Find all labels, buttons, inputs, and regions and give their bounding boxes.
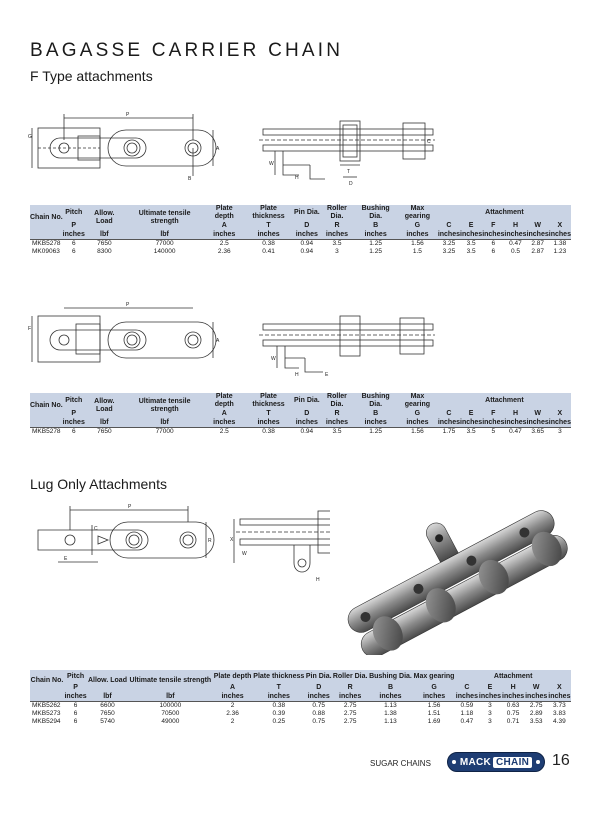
col-header-pin-dia: Pin Dia. <box>305 670 332 683</box>
section-heading-lug-only: Lug Only Attachments <box>30 476 167 492</box>
unit-cell: inches <box>548 230 571 238</box>
cell: 8300 <box>97 248 112 255</box>
cell: 1.18 <box>460 710 474 717</box>
cell: 3 <box>488 702 492 709</box>
unit-cell: inches <box>354 230 397 240</box>
dim-label-p: P <box>126 112 130 118</box>
col-header-bushing-dia: Bushing Dia. <box>354 205 397 221</box>
dim-label-x-3: X <box>230 537 234 543</box>
lug-only-top-view-drawing <box>230 505 340 585</box>
unit-cell: inches <box>460 418 483 426</box>
section-heading-f-type: F Type attachments <box>30 68 153 84</box>
col-header-max-gearing: Max gearing <box>397 393 438 409</box>
sym-p: P <box>64 683 87 692</box>
sym-w: W <box>527 221 549 230</box>
unit-cell: inches <box>548 418 571 426</box>
sym-a: A <box>205 221 243 230</box>
col-header-uts: Ultimate tensile strength <box>124 205 206 230</box>
table-row <box>30 702 571 711</box>
cell: 3.5 <box>466 248 476 255</box>
cell: 77000 <box>155 428 174 435</box>
col-header-roller-dia: Roller Dia. <box>320 205 355 221</box>
dim-label-w-3: W <box>242 551 247 557</box>
unit-cell: inches <box>548 692 571 700</box>
cell: 3.5 <box>466 240 476 247</box>
cell: 3.53 <box>529 718 543 725</box>
dim-label-a-2: A <box>216 338 220 344</box>
unit-cell: inches <box>243 230 294 240</box>
col-header-roller-dia: Roller Dia. <box>332 670 368 683</box>
cell: 0.38 <box>272 702 286 709</box>
table-row <box>30 718 571 726</box>
unit-cell: inches <box>213 692 252 702</box>
dim-label-r-3: R <box>208 538 212 544</box>
cell: 2.87 <box>531 248 544 255</box>
cell: 70500 <box>161 710 180 717</box>
footer-section-label: SUGAR CHAINS <box>370 759 431 768</box>
unit-cell: lbf <box>128 692 213 702</box>
unit-cell: inches <box>397 230 438 240</box>
unit-cell: inches <box>205 418 243 428</box>
sym-x: X <box>548 683 571 692</box>
unit-cell: inches <box>437 230 460 238</box>
cell: 0.47 <box>509 428 522 435</box>
dim-label-h: H <box>295 175 299 181</box>
cell: 1.25 <box>369 240 382 247</box>
cell: 5 <box>491 428 496 435</box>
dim-label-a: A <box>216 146 220 152</box>
unit-cell: inches <box>482 230 505 238</box>
col-header-pitch: Pitch <box>64 670 87 683</box>
sym-c: C <box>438 409 460 418</box>
cell: 1.38 <box>553 240 567 247</box>
col-header-bushing-dia: Bushing Dia. <box>354 393 397 409</box>
sym-h: H <box>504 221 526 230</box>
cell: 2.36 <box>217 248 231 255</box>
cell: 0.47 <box>460 718 474 725</box>
col-header-pin-dia: Pin Dia. <box>294 205 320 221</box>
cell: 0.94 <box>300 428 314 435</box>
table-row <box>30 710 571 718</box>
cell: 0.47 <box>509 240 522 247</box>
col-header-max-gearing: Max gearing <box>413 670 456 683</box>
cell: 49000 <box>161 718 180 725</box>
unit-cell: inches <box>526 230 549 238</box>
cell: 0.75 <box>312 718 326 725</box>
cell: 2 <box>230 718 235 725</box>
col-header-plate-thickness: Plate thickness <box>243 393 294 409</box>
sym-p: P <box>63 221 85 230</box>
dim-label-d: D <box>349 181 353 187</box>
cell: 3.5 <box>466 428 476 435</box>
sym-a: A <box>213 683 252 692</box>
sym-g: G <box>397 221 438 230</box>
sym-r: R <box>320 409 355 418</box>
col-header-attachment: Attachment <box>438 205 571 221</box>
logo-text-mack: MACK <box>459 756 492 768</box>
sym-g: G <box>397 409 438 418</box>
cell: 3.73 <box>553 702 566 709</box>
unit-cell: inches <box>205 230 243 240</box>
cell: 0.5 <box>510 248 520 255</box>
unit-cell: inches <box>295 230 318 238</box>
col-header-pin-dia: Pin Dia. <box>294 393 320 409</box>
unit-cell: inches <box>478 692 502 700</box>
unit-cell: lbf <box>85 230 124 240</box>
sym-x: X <box>549 221 571 230</box>
unit-cell: inches <box>252 692 305 702</box>
cell: 3.25 <box>442 240 456 247</box>
cell: 6 <box>491 248 496 255</box>
col-header-max-gearing: Max gearing <box>397 205 438 221</box>
dim-label-p-2: P <box>126 302 130 308</box>
unit-cell: inches <box>504 418 527 426</box>
cell: 5740 <box>100 718 115 725</box>
cell: 1.13 <box>384 702 397 709</box>
table-row <box>30 428 571 437</box>
cell-chain-no: MKB5273 <box>32 710 61 717</box>
cell: 0.59 <box>460 702 474 709</box>
sym-d: D <box>294 221 320 230</box>
unit-cell: inches <box>368 692 413 702</box>
sym-e: E <box>460 409 482 418</box>
sym-c: C <box>438 221 460 230</box>
cell: 2.5 <box>219 428 229 435</box>
dim-label-b: B <box>188 176 192 182</box>
f-type-b-spec-table <box>30 393 571 436</box>
col-header-pitch: Pitch <box>63 393 85 409</box>
col-header-pitch: Pitch <box>63 205 85 221</box>
cell: 0.94 <box>300 248 314 255</box>
cell: 4.39 <box>553 718 566 725</box>
cell: 7650 <box>97 240 112 247</box>
f-type-b-side-view-drawing <box>28 300 238 380</box>
cell: 1.75 <box>442 428 456 435</box>
dim-label-t: T <box>347 169 351 175</box>
cell: 0.71 <box>506 718 520 725</box>
sym-h: H <box>502 683 525 692</box>
dim-label-w: W <box>269 161 274 167</box>
sym-w: W <box>525 683 548 692</box>
sym-c: C <box>455 683 478 692</box>
cell: 2.5 <box>219 240 229 247</box>
sym-w: W <box>527 409 549 418</box>
col-header-roller-dia: Roller Dia. <box>320 393 355 409</box>
unit-cell: inches <box>525 692 548 700</box>
sym-b: B <box>354 221 397 230</box>
cell-chain-no: MKB5294 <box>32 718 61 725</box>
logo-dot-icon <box>452 760 456 764</box>
sym-e: E <box>460 221 482 230</box>
unit-cell: inches <box>526 418 549 426</box>
unit-cell: inches <box>460 230 483 238</box>
unit-cell: inches <box>354 418 397 428</box>
dim-label-w-2: W <box>271 356 276 362</box>
cell: 3.5 <box>332 240 342 247</box>
sym-d: D <box>294 409 320 418</box>
col-header-allow-load: Allow. Load <box>85 205 124 230</box>
cell: 1.38 <box>384 710 397 717</box>
unit-cell <box>30 692 64 702</box>
cell: 2.36 <box>226 710 239 717</box>
unit-cell: inches <box>62 418 85 426</box>
unit-cell: inches <box>482 418 505 426</box>
col-header-allow-load: Allow. Load <box>85 393 124 418</box>
col-header-plate-depth: Plate depth <box>205 205 243 221</box>
lug-only-spec-table <box>30 670 571 726</box>
cell: 1.23 <box>553 248 567 255</box>
cell: 6 <box>71 248 76 255</box>
f-type-top-view-drawing <box>255 115 440 190</box>
unit-cell: inches <box>455 692 478 700</box>
sym-f: F <box>482 221 504 230</box>
unit-cell: inches <box>502 692 525 700</box>
unit-cell: inches <box>504 230 527 238</box>
col-header-attachment: Attachment <box>438 393 571 409</box>
col-header-chain-no: Chain No. <box>30 393 63 418</box>
unit-cell: inches <box>413 692 456 702</box>
cell: 6 <box>491 240 496 247</box>
cell: 1.56 <box>427 702 441 709</box>
cell: 1.5 <box>412 248 422 255</box>
cell: 1.25 <box>369 248 382 255</box>
cell-chain-no: MK09063 <box>32 248 60 255</box>
unit-cell: inches <box>64 692 87 700</box>
cell-chain-no: MKB5278 <box>32 240 61 247</box>
cell: 6600 <box>100 702 115 709</box>
sym-b: B <box>368 683 413 692</box>
unit-cell: inches <box>332 692 368 702</box>
cell: 1.13 <box>384 718 397 725</box>
lug-only-side-view-drawing <box>28 500 223 580</box>
sym-p: P <box>63 409 85 418</box>
cell: 0.75 <box>312 702 326 709</box>
f-type-b-top-view-drawing <box>255 310 440 380</box>
unit-cell: inches <box>437 418 460 426</box>
sym-d: D <box>305 683 332 692</box>
table-row <box>30 240 571 249</box>
cell: 3.83 <box>553 710 566 717</box>
cell: 0.25 <box>272 718 286 725</box>
cell-chain-no: MKB5278 <box>32 428 61 435</box>
table-row <box>30 248 571 256</box>
dim-label-c-3: C <box>94 526 98 532</box>
sym-r: R <box>320 221 355 230</box>
cell: 140000 <box>153 248 176 255</box>
cell: 1.51 <box>427 710 441 717</box>
cell: 2.75 <box>529 702 543 709</box>
col-header-allow-load: Allow. Load <box>87 670 128 692</box>
f-type-spec-table <box>30 205 571 256</box>
cell: 6 <box>73 710 78 717</box>
cell: 2.75 <box>343 702 357 709</box>
cell: 1.69 <box>427 718 441 725</box>
unit-cell <box>30 230 63 240</box>
dim-label-g: G <box>28 134 32 140</box>
cell: 100000 <box>159 702 182 709</box>
cell: 7650 <box>100 710 115 717</box>
cell: 3.5 <box>332 428 342 435</box>
logo-dot-icon <box>536 760 540 764</box>
cell: 6 <box>71 428 76 435</box>
unit-cell: inches <box>397 418 438 428</box>
cell: 0.63 <box>506 702 520 709</box>
chain-photo <box>330 500 570 655</box>
unit-cell: inches <box>305 692 332 702</box>
dim-label-h-3: H <box>316 577 320 583</box>
sym-t: T <box>243 221 294 230</box>
dim-label-f-2: F <box>28 326 32 332</box>
col-header-plate-depth: Plate depth <box>213 670 252 683</box>
cell: 6 <box>73 702 78 709</box>
cell: 6 <box>71 240 76 247</box>
unit-cell: lbf <box>87 692 128 702</box>
col-header-chain-no: Chain No. <box>30 205 63 230</box>
cell: 0.38 <box>262 240 275 247</box>
sym-g: G <box>413 683 456 692</box>
col-header-bushing-dia: Bushing Dia. <box>368 670 413 683</box>
sym-r: R <box>332 683 368 692</box>
cell: 1.56 <box>411 240 424 247</box>
sym-t: T <box>243 409 294 418</box>
mackchain-logo <box>447 752 545 772</box>
cell: 0.39 <box>272 710 286 717</box>
page-title: BAGASSE CARRIER CHAIN <box>30 40 344 61</box>
dim-label-e-2: E <box>325 372 329 378</box>
unit-cell: inches <box>320 230 355 240</box>
sym-b: B <box>354 409 397 418</box>
dim-label-e-3: E <box>64 556 68 562</box>
cell: 3.65 <box>531 428 544 435</box>
dim-label-p-3: P <box>128 504 132 510</box>
col-header-plate-thickness: Plate thickness <box>252 670 305 683</box>
dim-label-c: C <box>427 139 431 145</box>
unit-cell: inches <box>320 418 355 428</box>
unit-cell: inches <box>243 418 294 428</box>
unit-cell: lbf <box>85 418 124 428</box>
sym-h: H <box>504 409 526 418</box>
col-header-chain-no: Chain No. <box>30 670 64 692</box>
sym-f: F <box>482 409 504 418</box>
cell: 3.25 <box>442 248 456 255</box>
cell: 2.89 <box>529 710 543 717</box>
cell: 1.56 <box>411 428 424 435</box>
col-header-attachment: Attachment <box>455 670 571 683</box>
sym-x: X <box>549 409 571 418</box>
cell: 0.41 <box>262 248 275 255</box>
cell: 1.25 <box>369 428 382 435</box>
col-header-uts: Ultimate tensile strength <box>128 670 213 692</box>
col-header-plate-depth: Plate depth <box>205 393 243 409</box>
cell: 2 <box>230 702 235 709</box>
unit-cell: lbf <box>124 418 206 428</box>
dim-label-h-2: H <box>295 372 299 378</box>
cell-chain-no: MKB5262 <box>32 702 61 709</box>
col-header-uts: Ultimate tensile strength <box>124 393 206 418</box>
unit-cell: inches <box>295 418 318 426</box>
unit-cell <box>30 418 63 428</box>
unit-cell: inches <box>62 230 85 238</box>
cell: 2.87 <box>531 240 544 247</box>
sym-t: T <box>252 683 305 692</box>
cell: 0.38 <box>262 428 275 435</box>
cell: 0.75 <box>506 710 520 717</box>
f-type-side-view-drawing <box>28 108 238 186</box>
unit-cell: lbf <box>124 230 206 240</box>
logo-text-chain: CHAIN <box>493 757 532 768</box>
cell: 3 <box>488 718 492 725</box>
col-header-plate-thickness: Plate thickness <box>243 205 294 221</box>
cell: 3 <box>335 248 339 255</box>
cell: 3 <box>558 428 562 435</box>
page-number: 16 <box>552 752 570 769</box>
cell: 7650 <box>97 428 112 435</box>
cell: 2.75 <box>343 710 357 717</box>
cell: 77000 <box>155 240 174 247</box>
cell: 2.75 <box>343 718 357 725</box>
cell: 6 <box>73 718 78 725</box>
cell: 0.88 <box>312 710 326 717</box>
cell: 3 <box>488 710 492 717</box>
sym-a: A <box>205 409 243 418</box>
sym-e: E <box>478 683 501 692</box>
cell: 0.94 <box>300 240 314 247</box>
